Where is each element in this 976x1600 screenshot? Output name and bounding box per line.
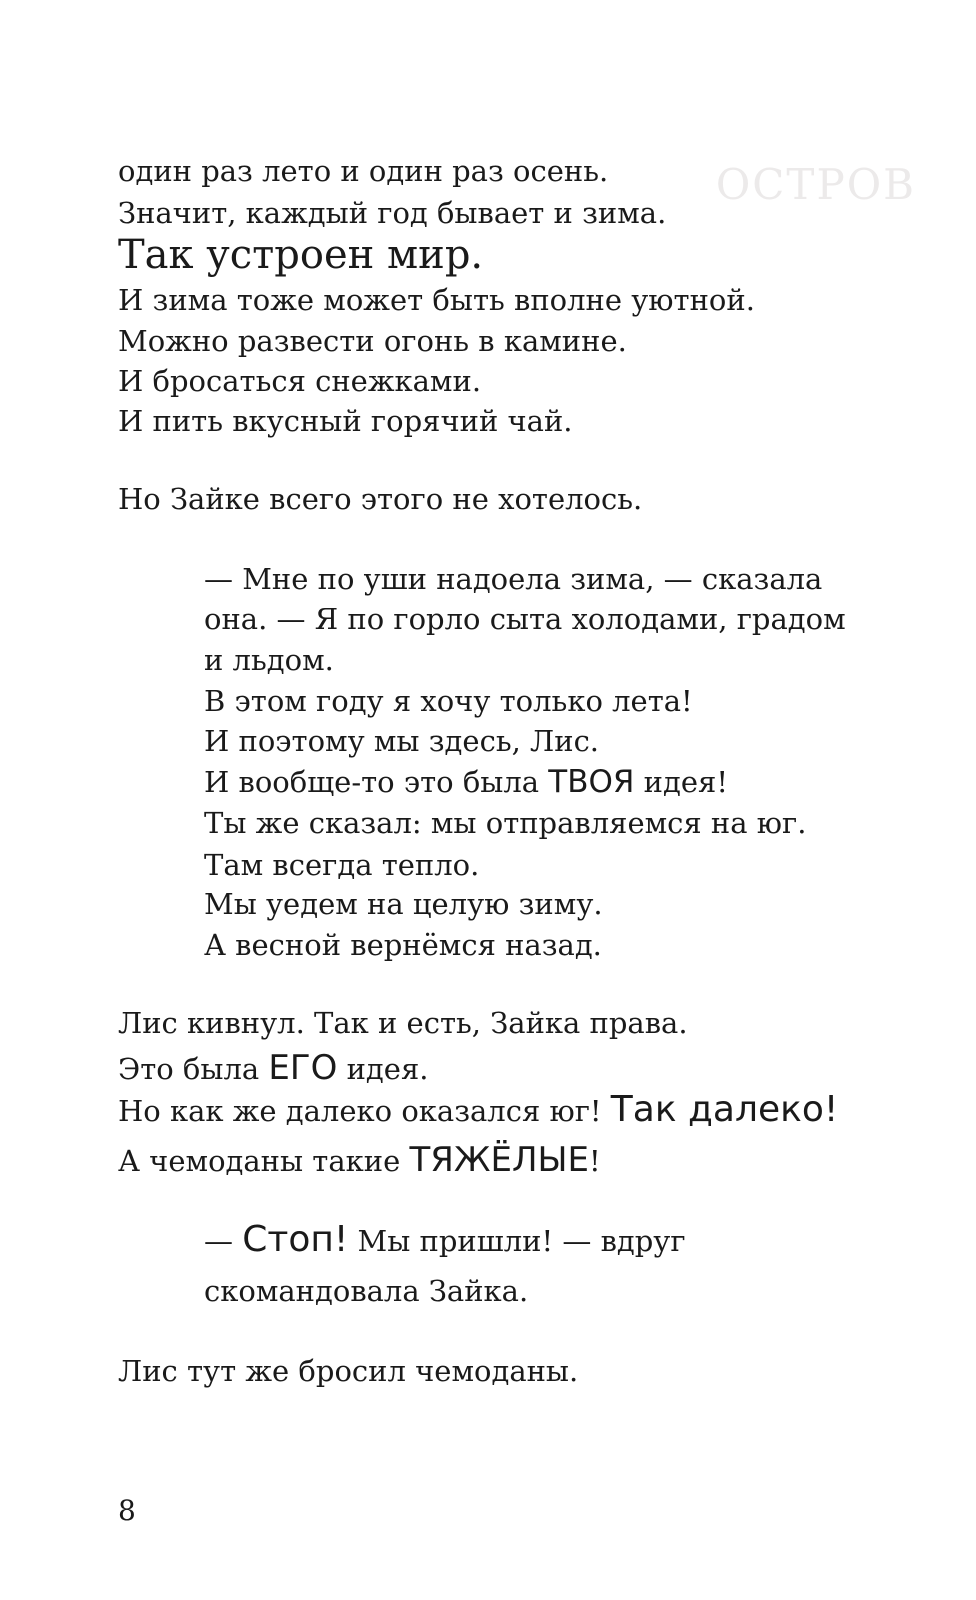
text-segment: один раз лето и один раз осень. bbox=[118, 154, 609, 188]
text-segment: И поэтому мы здесь, Лис. bbox=[204, 724, 600, 758]
text-line-8 bbox=[118, 482, 642, 516]
text-segment: Лис кивнул. Так и есть, Зайка права. bbox=[118, 1006, 688, 1040]
text-segment: Мы пришли! — вдруг bbox=[348, 1224, 686, 1258]
text-line-5 bbox=[118, 324, 627, 358]
text-segment: В этом году я хочу только лета! bbox=[204, 684, 693, 718]
text-segment: Это была bbox=[118, 1052, 269, 1086]
text-line-21 bbox=[118, 1089, 839, 1130]
text-segment: Но Зайке всего этого не хотелось. bbox=[118, 482, 643, 516]
text-segment: идея! bbox=[634, 765, 728, 799]
emphasis-word: ТЯЖЁЛЫЕ bbox=[409, 1140, 590, 1180]
text-line-10 bbox=[204, 602, 846, 636]
text-segment: Значит, каждый год бывает и зима. bbox=[118, 196, 667, 230]
text-segment: А чемоданы такие bbox=[118, 1144, 410, 1178]
emphasis-phrase: Так далеко! bbox=[610, 1089, 839, 1130]
text-segment: И пить вкусный горячий чай. bbox=[118, 404, 573, 438]
text-line-3-emphasis bbox=[118, 232, 483, 278]
text-segment: — Мне по уши надоела зима, — сказала bbox=[204, 562, 823, 596]
text-segment: Ты же сказал: мы отправляемся на юг. bbox=[204, 806, 807, 840]
bleed-through-title: ОСТРОВ bbox=[715, 160, 916, 209]
text-line-12 bbox=[204, 684, 693, 718]
text-segment: Так устроен мир. bbox=[118, 232, 484, 278]
emphasis-word: ЕГО bbox=[268, 1048, 338, 1088]
text-line-9 bbox=[204, 562, 822, 596]
text-line-18 bbox=[204, 928, 602, 962]
text-line-15 bbox=[204, 806, 806, 840]
text-line-14 bbox=[204, 764, 728, 800]
text-line-16 bbox=[204, 848, 479, 882]
text-segment: И зима тоже может быть вполне уютной. bbox=[118, 283, 755, 317]
text-line-7 bbox=[118, 404, 573, 438]
text-segment: И бросаться снежками. bbox=[118, 364, 482, 398]
text-line-11 bbox=[204, 643, 334, 677]
text-segment: Там всегда тепло. bbox=[204, 848, 480, 882]
emphasis-word: ТВОЯ bbox=[548, 764, 635, 800]
text-line-13 bbox=[204, 724, 599, 758]
text-line-17 bbox=[204, 887, 603, 921]
text-segment: Но как же далеко оказался юг! bbox=[118, 1094, 611, 1128]
page-number: 8 bbox=[118, 1494, 136, 1527]
text-segment: Можно развести огонь в камине. bbox=[118, 324, 627, 358]
text-segment: скомандовала Зайка. bbox=[204, 1274, 529, 1308]
text-segment: идея. bbox=[337, 1052, 429, 1086]
text-segment: ! bbox=[589, 1144, 601, 1178]
text-line-20 bbox=[118, 1048, 428, 1088]
text-segment: — bbox=[204, 1224, 243, 1258]
text-line-4 bbox=[118, 283, 755, 317]
text-segment: она. — Я по горло сыта холодами, градом bbox=[204, 602, 846, 636]
text-segment: и льдом. bbox=[204, 643, 334, 677]
text-line-2 bbox=[118, 196, 666, 230]
text-line-23 bbox=[204, 1219, 686, 1260]
text-line-6 bbox=[118, 364, 481, 398]
text-line-22 bbox=[118, 1140, 601, 1180]
text-line-25 bbox=[118, 1354, 578, 1388]
text-segment: Лис тут же бросил чемоданы. bbox=[118, 1354, 579, 1388]
text-segment: И вообще-то это была bbox=[204, 765, 549, 799]
emphasis-word: Стоп! bbox=[242, 1219, 349, 1260]
text-segment: Мы уедем на целую зиму. bbox=[204, 887, 603, 921]
text-line-24 bbox=[204, 1274, 528, 1308]
text-line-19 bbox=[118, 1006, 688, 1040]
text-segment: А весной вернёмся назад. bbox=[204, 928, 602, 962]
text-line-1 bbox=[118, 154, 608, 188]
